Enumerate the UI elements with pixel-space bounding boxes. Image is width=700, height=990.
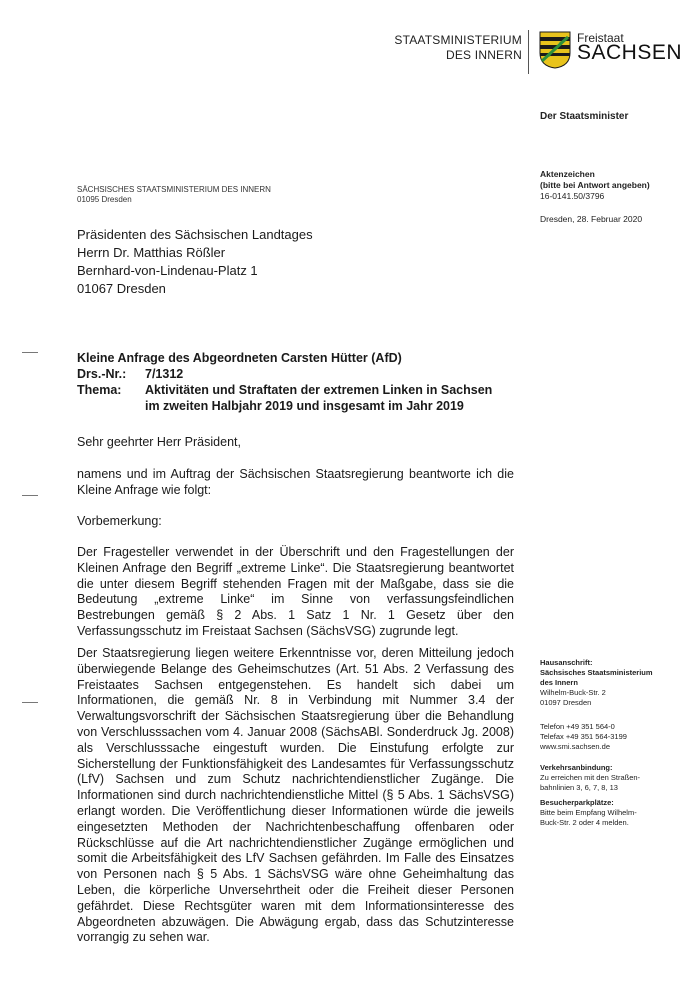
parking-label: Besucherparkplätze: [540,798,614,807]
recipient-line-3: Bernhard-von-Lindenau-Platz 1 [77,263,258,278]
ministry-line-1: STAATSMINISTERIUM [394,33,522,47]
sender-address [77,185,271,205]
sidebar-parking [540,798,690,828]
paragraph-1: Der Fragesteller verwendet in der Überschrift und den Fragestellungen der Kleinen Anfrage den Begriff „extreme Linke“. Die Staatsregierung beantwortet die unter diesem Begriff stehenden Fragen mit der Maßgabe, dass sie die Bedeutung „extreme Linke“ im Sinne von verfassungsfeindlichen Bestrebungen gemäß § 2 Abs. 1 Satz 1 Nr. 1 Gesetz über den Verfassungsschutz im Freistaat Sachsen (SächsVSG) zugrunde legt. [77,545,514,638]
subject-title: Kleine Anfrage des Abgeordneten Carsten Hütter (AfD) [77,351,402,365]
recipient-address [77,226,313,298]
thema-label: Thema: [77,383,122,397]
fold-mark-top [22,352,38,353]
subject-block [77,350,492,414]
parking-line-1: Bitte beim Empfang Wilhelm- [540,808,637,817]
punch-mark [22,495,38,496]
website-link[interactable]: www.smi.sachsen.de [540,742,611,751]
salutation: Sehr geehrter Herr Präsident, [77,435,241,449]
minister-title: Der Staatsminister [540,111,629,122]
recipient-line-4: 01067 Dresden [77,281,166,296]
recipient-line-2: Herrn Dr. Matthias Rößler [77,245,226,260]
saxony-crest-icon [539,31,571,69]
phone-number: Telefon +49 351 564-0 [540,722,615,731]
transit-line-2: bahnlinien 3, 6, 7, 8, 13 [540,783,618,792]
sidebar-address [540,658,690,708]
drs-value: 7/1312 [145,367,184,381]
address-line-4: 01097 Dresden [540,698,592,707]
transit-label: Verkehrsanbindung: [540,763,613,772]
reference-hint: (bitte bei Antwort angeben) [540,180,650,190]
brand-freistaat: Freistaat [577,31,624,45]
thema-line-1: Aktivitäten und Straftaten der extremen Linken in Sachsen [145,383,493,397]
transit-line-1: Zu erreichen mit den Straßen- [540,773,641,782]
address-label: Hausanschrift: [540,658,593,667]
sidebar-transit [540,763,690,793]
fold-mark-bottom [22,702,38,703]
reference-label: Aktenzeichen [540,169,595,179]
reference-block [540,169,650,202]
address-line-1: Sächsisches Staatsministerium [540,668,653,677]
sender-line-1: SÄCHSISCHES STAATSMINISTERIUM DES INNERN [77,185,271,194]
ministry-name [394,33,522,63]
sidebar-contact [540,722,690,752]
parking-line-2: Buck-Str. 2 oder 4 melden. [540,818,629,827]
thema-line-2: im zweiten Halbjahr 2019 und insgesamt im Jahr 2019 [145,399,464,413]
sender-line-2: 01095 Dresden [77,195,132,204]
reference-number: 16-0141.50/3796 [540,191,605,201]
fax-number: Telefax +49 351 564-3199 [540,732,627,741]
address-line-2: des Innern [540,678,578,687]
recipient-line-1: Präsidenten des Sächsischen Landtages [77,227,313,242]
paragraph-2: Der Staatsregierung liegen weitere Erkenntnisse vor, deren Mitteilung jedoch überwiegende Belange des Geheimschutzes (Art. 51 Abs. 2 Verfassung des Freistaates Sachsen entgegenstehen. Es handelt sich dabei um Informationen, die gemäß Nr. 8 in Verbindung mit Nummer 3.4 der Verwaltungsvorschrift der Sächsischen Staatsregierung über die Behandlung von Verschlusssachen vom 4. Januar 2008 (SächsABl. Sonderdruck Jg. 2008) als Verschlusssache eingestuft wurden. Die Einstufung erfolgte zur Sicherstellung der Funktionsfähigkeit des Landesamtes für Verfassungsschutz (LfV) Sachsen und zum Schutz nachrichtendienstlicher Zugänge. Die Informationen sind durch nachrichtendienstliche Mittel (§ 5 Abs. 1 SächsVSG) erlangt worden. Die Veröffentlichung dieser Informationen würde die jeweils eingesetzten Methoden der Nachrichtenbeschaffung offenbaren oder Rückschlüsse auf die Art nachrichtendienstlicher Zugänge ermöglichen und somit die Arbeitsfähigkeit des LfV Sachsen gefährden. Im Falle des Einsatzes von Personen nach § 5 Abs. 1 SächsVSG wäre ohne Geheimhaltung das Leben, die körperliche Unversehrtheit oder die Freiheit dieser Personen gefährdet. Diese Rechtsgüter waren mit dem Informationsinteresse des Abgeordneten abzuwägen. Die Abwägung ergab, dass das Schutzinteresse vorrangig zu sehen war. [77,646,514,945]
drs-label: Drs.-Nr.: [77,367,127,381]
intro-paragraph: namens und im Auftrag der Sächsischen Staatsregierung beantworte ich die Kleine Anfrage wie folgt: [77,467,514,497]
brand-sachsen: SACHSEN [577,41,683,64]
ministry-line-2: DES INNERN [445,48,522,62]
header-divider [528,30,529,74]
vorbemerkung-heading: Vorbemerkung: [77,514,162,528]
letter-date: Dresden, 28. Februar 2020 [540,214,643,224]
address-line-3: Wilhelm-Buck-Str. 2 [540,688,606,697]
